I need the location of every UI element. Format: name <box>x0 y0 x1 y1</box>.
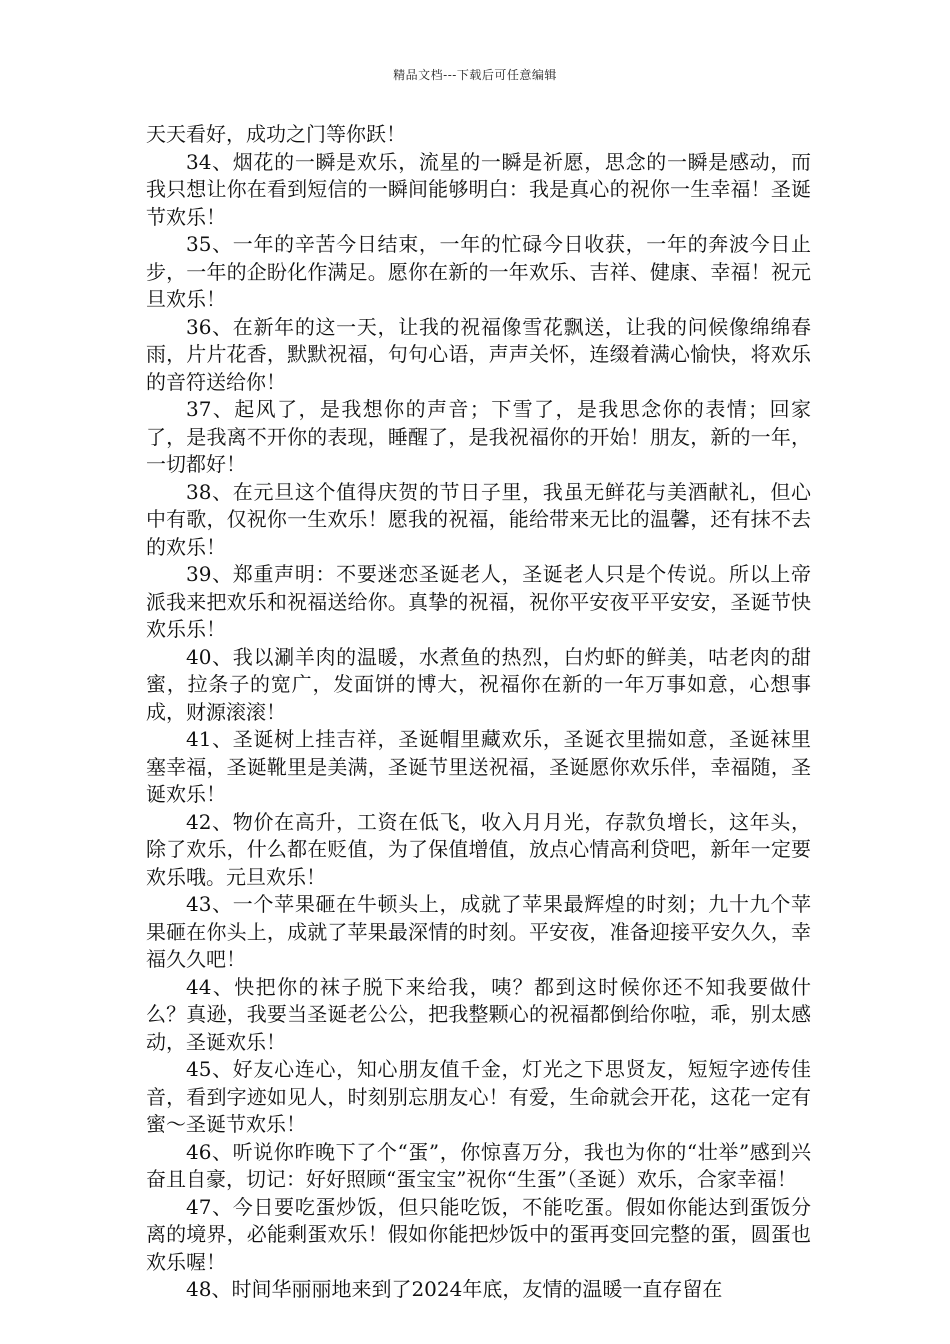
paragraph-45: 45、好友心连心，知心朋友值千金，灯光之下思贤友，短短字迹传佳音，看到字迹如见人，时刻别忘朋友心！有爱，生命就会开花，这花一定有蜜～圣诞节欢乐！ <box>146 1057 811 1136</box>
paragraph-44: 44、快把你的袜子脱下来给我，咦？都到这时候你还不知我要做什么？真逊，我要当圣诞老公公，把我整颗心的祝福都倒给你啦，乖，别太感动，圣诞欢乐！ <box>146 974 811 1054</box>
paragraph-34: 34、烟花的一瞬是欢乐，流星的一瞬是祈愿，思念的一瞬是感动，而我只想让你在看到短信的一瞬间能够明白：我是真心的祝你一生幸福！圣诞节欢乐！ <box>146 149 811 229</box>
paragraph-40: 40、我以涮羊肉的温暖，水煮鱼的热烈，白灼虾的鲜美，咕老肉的甜蜜，拉条子的宽广，发面饼的博大，祝福你在新的一年万事如意，心想事成，财源滚滚！ <box>146 644 811 724</box>
paragraph-48: 48、时间华丽丽地来到了2024年底，友情的温暖一直存留在 <box>186 1277 723 1301</box>
paragraph-39: 39、郑重声明：不要迷恋圣诞老人，圣诞老人只是个传说。所以上帝派我来把欢乐和祝福送给你。真挚的祝福，祝你平安夜平平安安，圣诞节快欢乐乐！ <box>146 562 811 641</box>
document-body <box>146 121 811 1304</box>
page-header: 精品文档---下载后可任意编辑 <box>393 68 557 82</box>
paragraph-41: 41、圣诞树上挂吉祥，圣诞帽里藏欢乐，圣诞衣里揣如意，圣诞袜里塞幸福，圣诞靴里是美满，圣诞节里送祝福，圣诞愿你欢乐伴，幸福随，圣诞欢乐！ <box>146 727 811 806</box>
paragraph-47: 47、今日要吃蛋炒饭，但只能吃饭，不能吃蛋。假如你能达到蛋饭分离的境界，必能剩蛋欢乐！假如你能把炒饭中的蛋再变回完整的蛋，圆蛋也欢乐喔！ <box>146 1194 811 1274</box>
paragraph-37: 37、起风了，是我想你的声音；下雪了，是我思念你的表情；回家了，是我离不开你的表现，睡醒了，是我祝福你的开始！朋友，新的一年，一切都好！ <box>146 397 811 476</box>
paragraph-36: 36、在新年的这一天，让我的祝福像雪花飘送，让我的问候像绵绵春雨，片片花香，默默祝福，句句心语，声声关怀，连缀着满心愉快，将欢乐的音符送给你！ <box>146 314 811 394</box>
paragraph-35: 35、一年的辛苦今日结束，一年的忙碌今日收获，一年的奔波今日止步，一年的企盼化作满足。愿你在新的一年欢乐、吉祥、健康、幸福！祝元旦欢乐！ <box>146 232 811 311</box>
paragraph-43: 43、一个苹果砸在牛顿头上，成就了苹果最辉煌的时刻；九十九个苹果砸在你头上，成就了苹果最深情的时刻。平安夜，准备迎接平安久久，幸福久久吧！ <box>146 892 811 971</box>
paragraph-42: 42、物价在高升，工资在低飞，收入月月光，存款负增长，这年头，除了欢乐，什么都在贬值，为了保值增值，放点心情高利贷吧，新年一定要欢乐哦。元旦欢乐！ <box>146 809 811 889</box>
paragraph-46: 46、听说你昨晚下了个“蛋”，你惊喜万分，我也为你的“壮举”感到兴奋且自豪，切记：好好照顾“蛋宝宝”祝你“生蛋”（圣诞）欢乐，合家幸福！ <box>146 1139 811 1191</box>
paragraph-continuation: 天天看好，成功之门等你跃！ <box>146 122 406 146</box>
paragraph-38: 38、在元旦这个值得庆贺的节日子里，我虽无鲜花与美酒献礼，但心中有歌，仅祝你一生欢乐！愿我的祝福，能给带来无比的温馨，还有抹不去的欢乐！ <box>146 479 811 559</box>
